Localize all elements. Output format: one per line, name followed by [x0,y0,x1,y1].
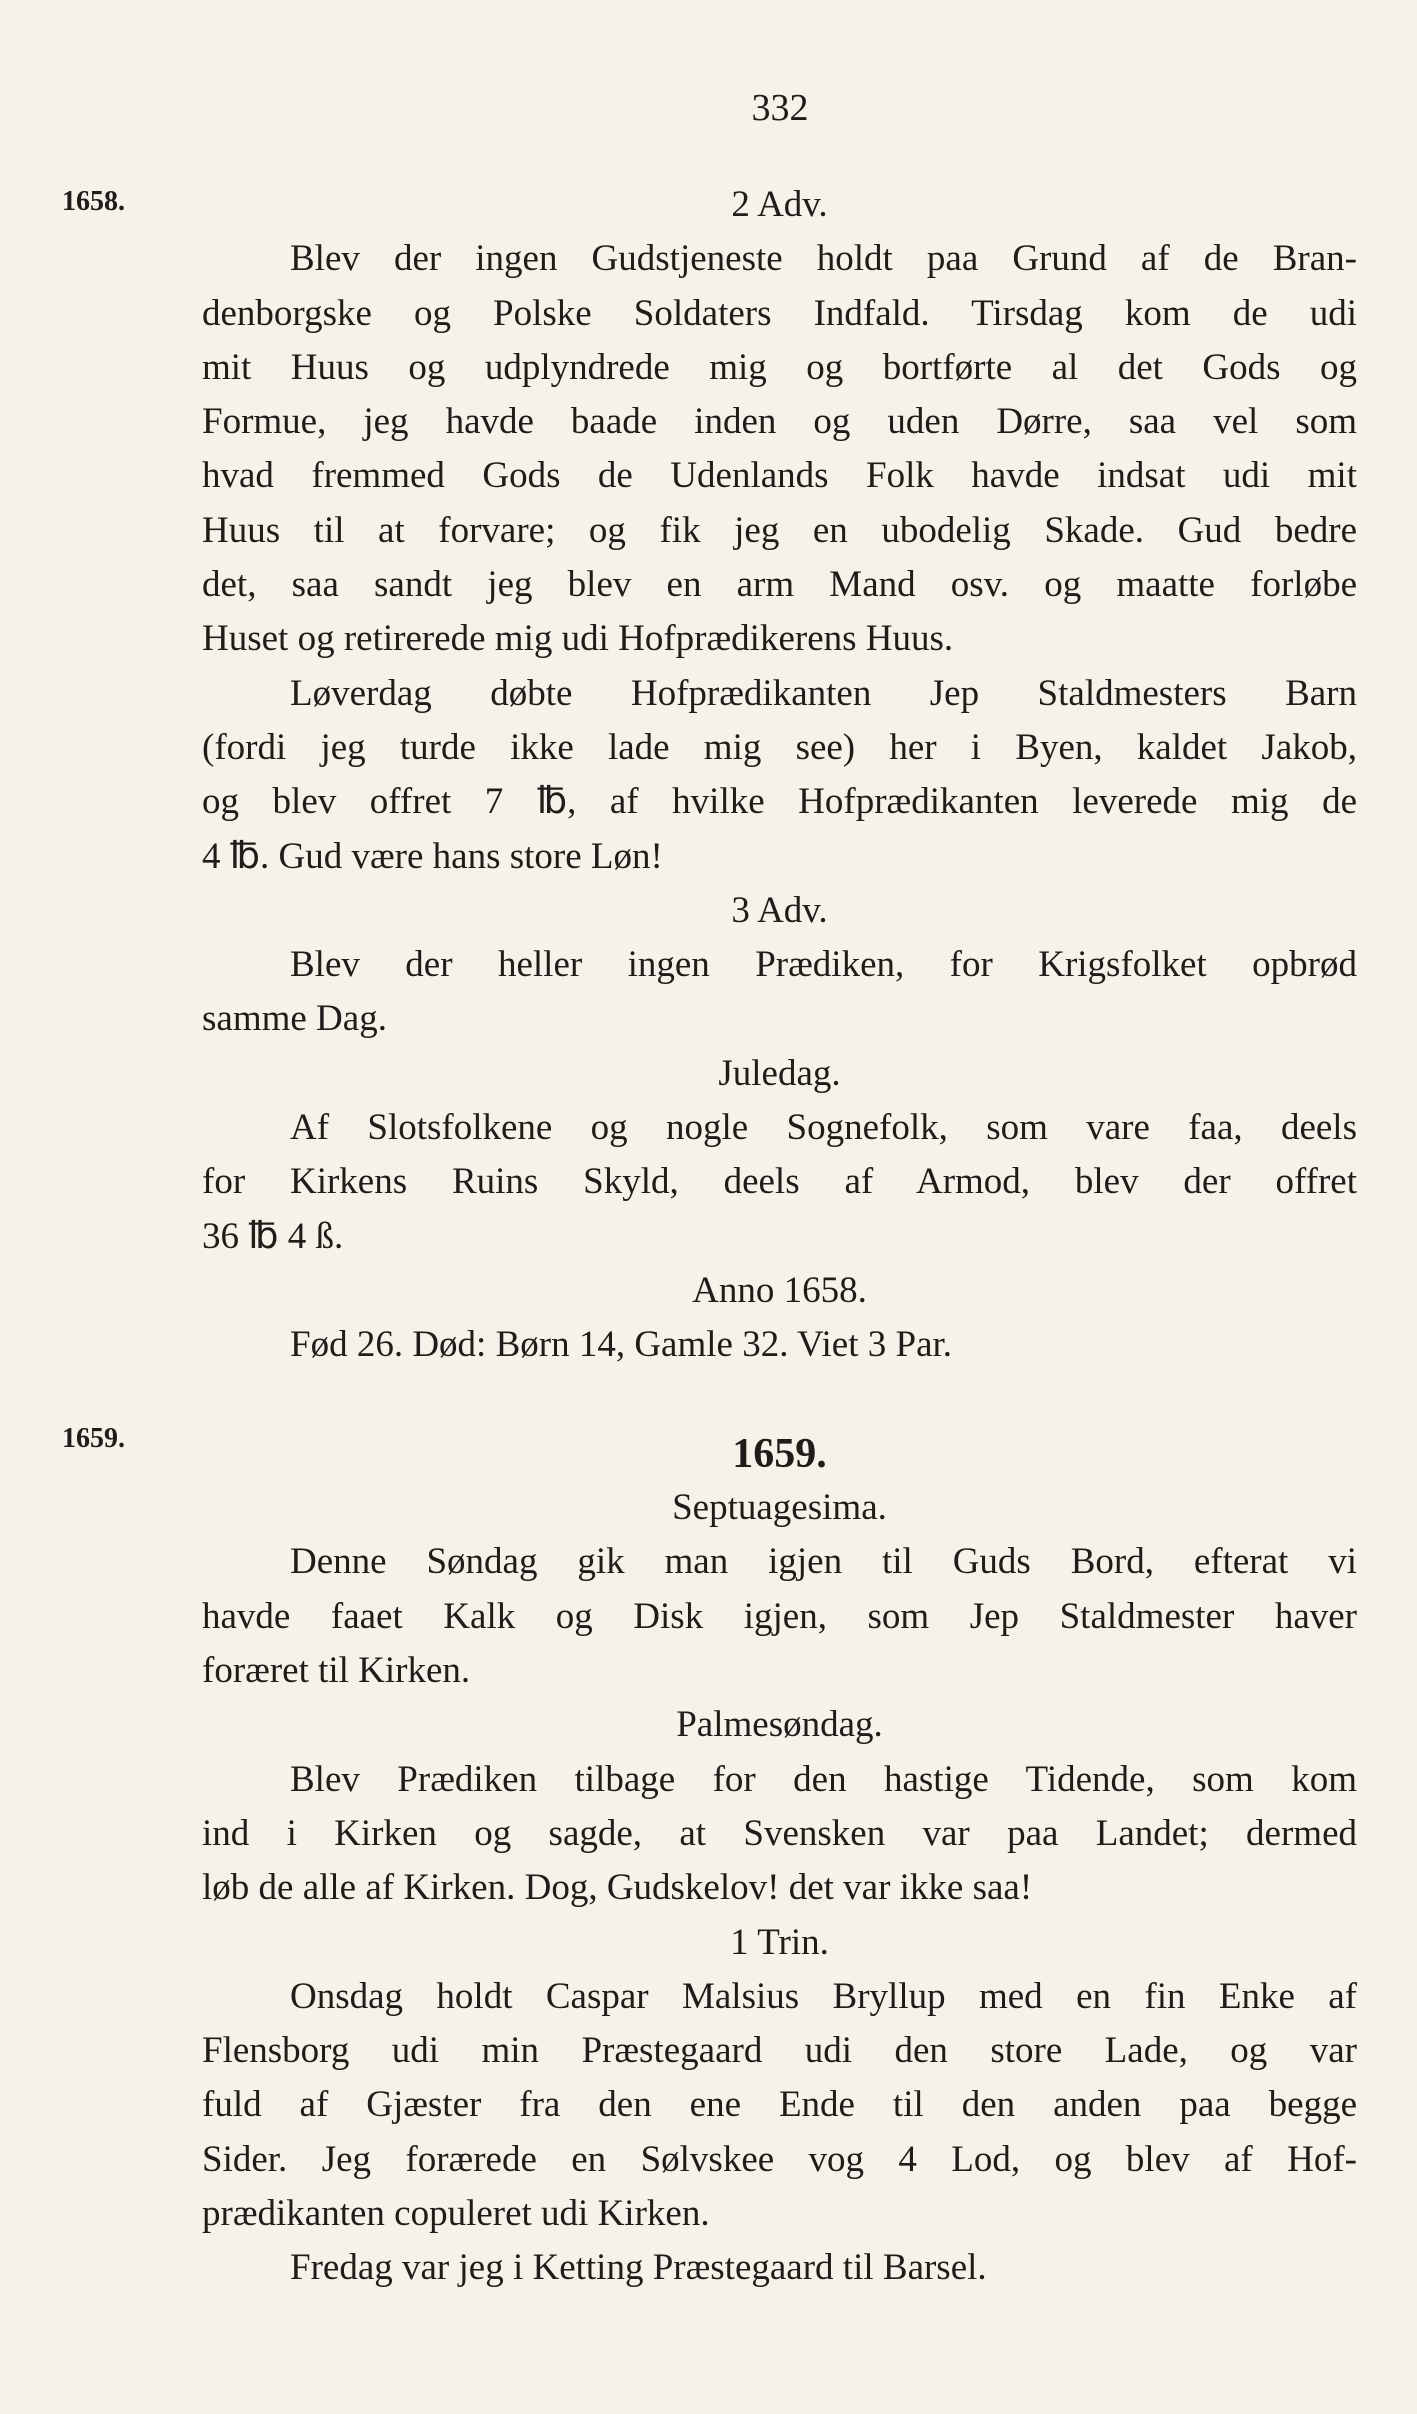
margin-year-1659: 1659. [62,1423,125,1454]
section-heading: Anno 1658. [692,1269,867,1311]
paragraph-line: mit Huus og udplyndrede mig og bortførte al det Gods og [202,346,1357,388]
section-heading: Palmesøndag. [676,1704,883,1746]
paragraph-line: Sider. Jeg forærede en Sølvskee vog 4 Lod, og blev af Hof- [202,2138,1357,2180]
paragraph-line: for Kirkens Ruins Skyld, deels af Armod, blev der offret [202,1161,1357,1203]
paragraph-first-line: Af Slotsfolkene og nogle Sognefolk, som vare faa, deels [290,1107,1357,1149]
section-heading: Juledag. [718,1052,841,1094]
paragraph-line: fuld af Gjæster fra den ene Ende til den anden paa begge [202,2084,1357,2126]
blank-line [202,1373,1357,1427]
paragraph-first-line: Blev Prædiken tilbage for den hastige Tidende, som kom [290,1758,1357,1800]
paragraph-last-line: samme Dag. [202,998,387,1040]
section-heading: 1 Trin. [730,1921,829,1963]
section-heading: Septuagesima. [672,1487,887,1529]
paragraph-line: denborgske og Polske Soldaters Indfald. Tirsdag kom de udi [202,292,1357,334]
paragraph-first-line: Blev der ingen Gudstjeneste holdt paa Grund af de Bran- [290,238,1357,280]
paragraph-first-line: Blev der heller ingen Prædiken, for Krigsfolket opbrød [290,944,1357,986]
paragraph-last-line: 36 ℔ 4 ß. [202,1215,344,1257]
paragraph-last-line: foræret til Kirken. [202,1650,471,1692]
margin-year-1658: 1658. [62,186,125,217]
text-column [202,178,1357,2296]
paragraph-line: Fredag var jeg i Ketting Præstegaard til Barsel. [290,2247,987,2289]
paragraph-line: hvad fremmed Gods de Udenlands Folk havde indsat udi mit [202,455,1357,497]
paragraph-last-line: Huset og retirerede mig udi Hofprædikerens Huus. [202,618,954,660]
paragraph-first-line: Løverdag døbte Hofprædikanten Jep Staldmesters Barn [290,672,1357,714]
paragraph-line: ind i Kirken og sagde, at Svensken var paa Landet; dermed [202,1812,1357,1854]
paragraph-first-line: Onsdag holdt Caspar Malsius Bryllup med en fin Enke af [290,1975,1357,2017]
section-heading: 3 Adv. [731,889,828,931]
paragraph-line: Flensborg udi min Præstegaard udi den store Lade, og var [202,2030,1357,2072]
paragraph-first-line: Denne Søndag gik man igjen til Guds Bord, efterat vi [290,1541,1357,1583]
paragraph-line: Formue, jeg havde baade inden og uden Dørre, saa vel som [202,401,1357,443]
year-heading: 1659. [732,1430,827,1477]
paragraph-last-line: 4 ℔. Gud være hans store Løn! [202,835,663,877]
paragraph-line: havde faaet Kalk og Disk igjen, som Jep Staldmester haver [202,1595,1357,1637]
paragraph-line: Fød 26. Død: Børn 14, Gamle 32. Viet 3 Par. [290,1324,953,1366]
page-number: 332 [751,87,809,129]
paragraph-line: det, saa sandt jeg blev en arm Mand osv. og maatte forløbe [202,564,1357,606]
paragraph-last-line: løb de alle af Kirken. Dog, Gudskelov! det var ikke saa! [202,1867,1033,1909]
paragraph-line: og blev offret 7 ℔, af hvilke Hofprædikanten leverede mig de [202,781,1357,823]
paragraph-line: (fordi jeg turde ikke lade mig see) her i Byen, kaldet Jakob, [202,726,1357,768]
paragraph-last-line: prædikanten copuleret udi Kirken. [202,2192,710,2234]
paragraph-line: Huus til at forvare; og fik jeg en ubodelig Skade. Gud bedre [202,509,1357,551]
section-heading: 2 Adv. [731,184,828,225]
